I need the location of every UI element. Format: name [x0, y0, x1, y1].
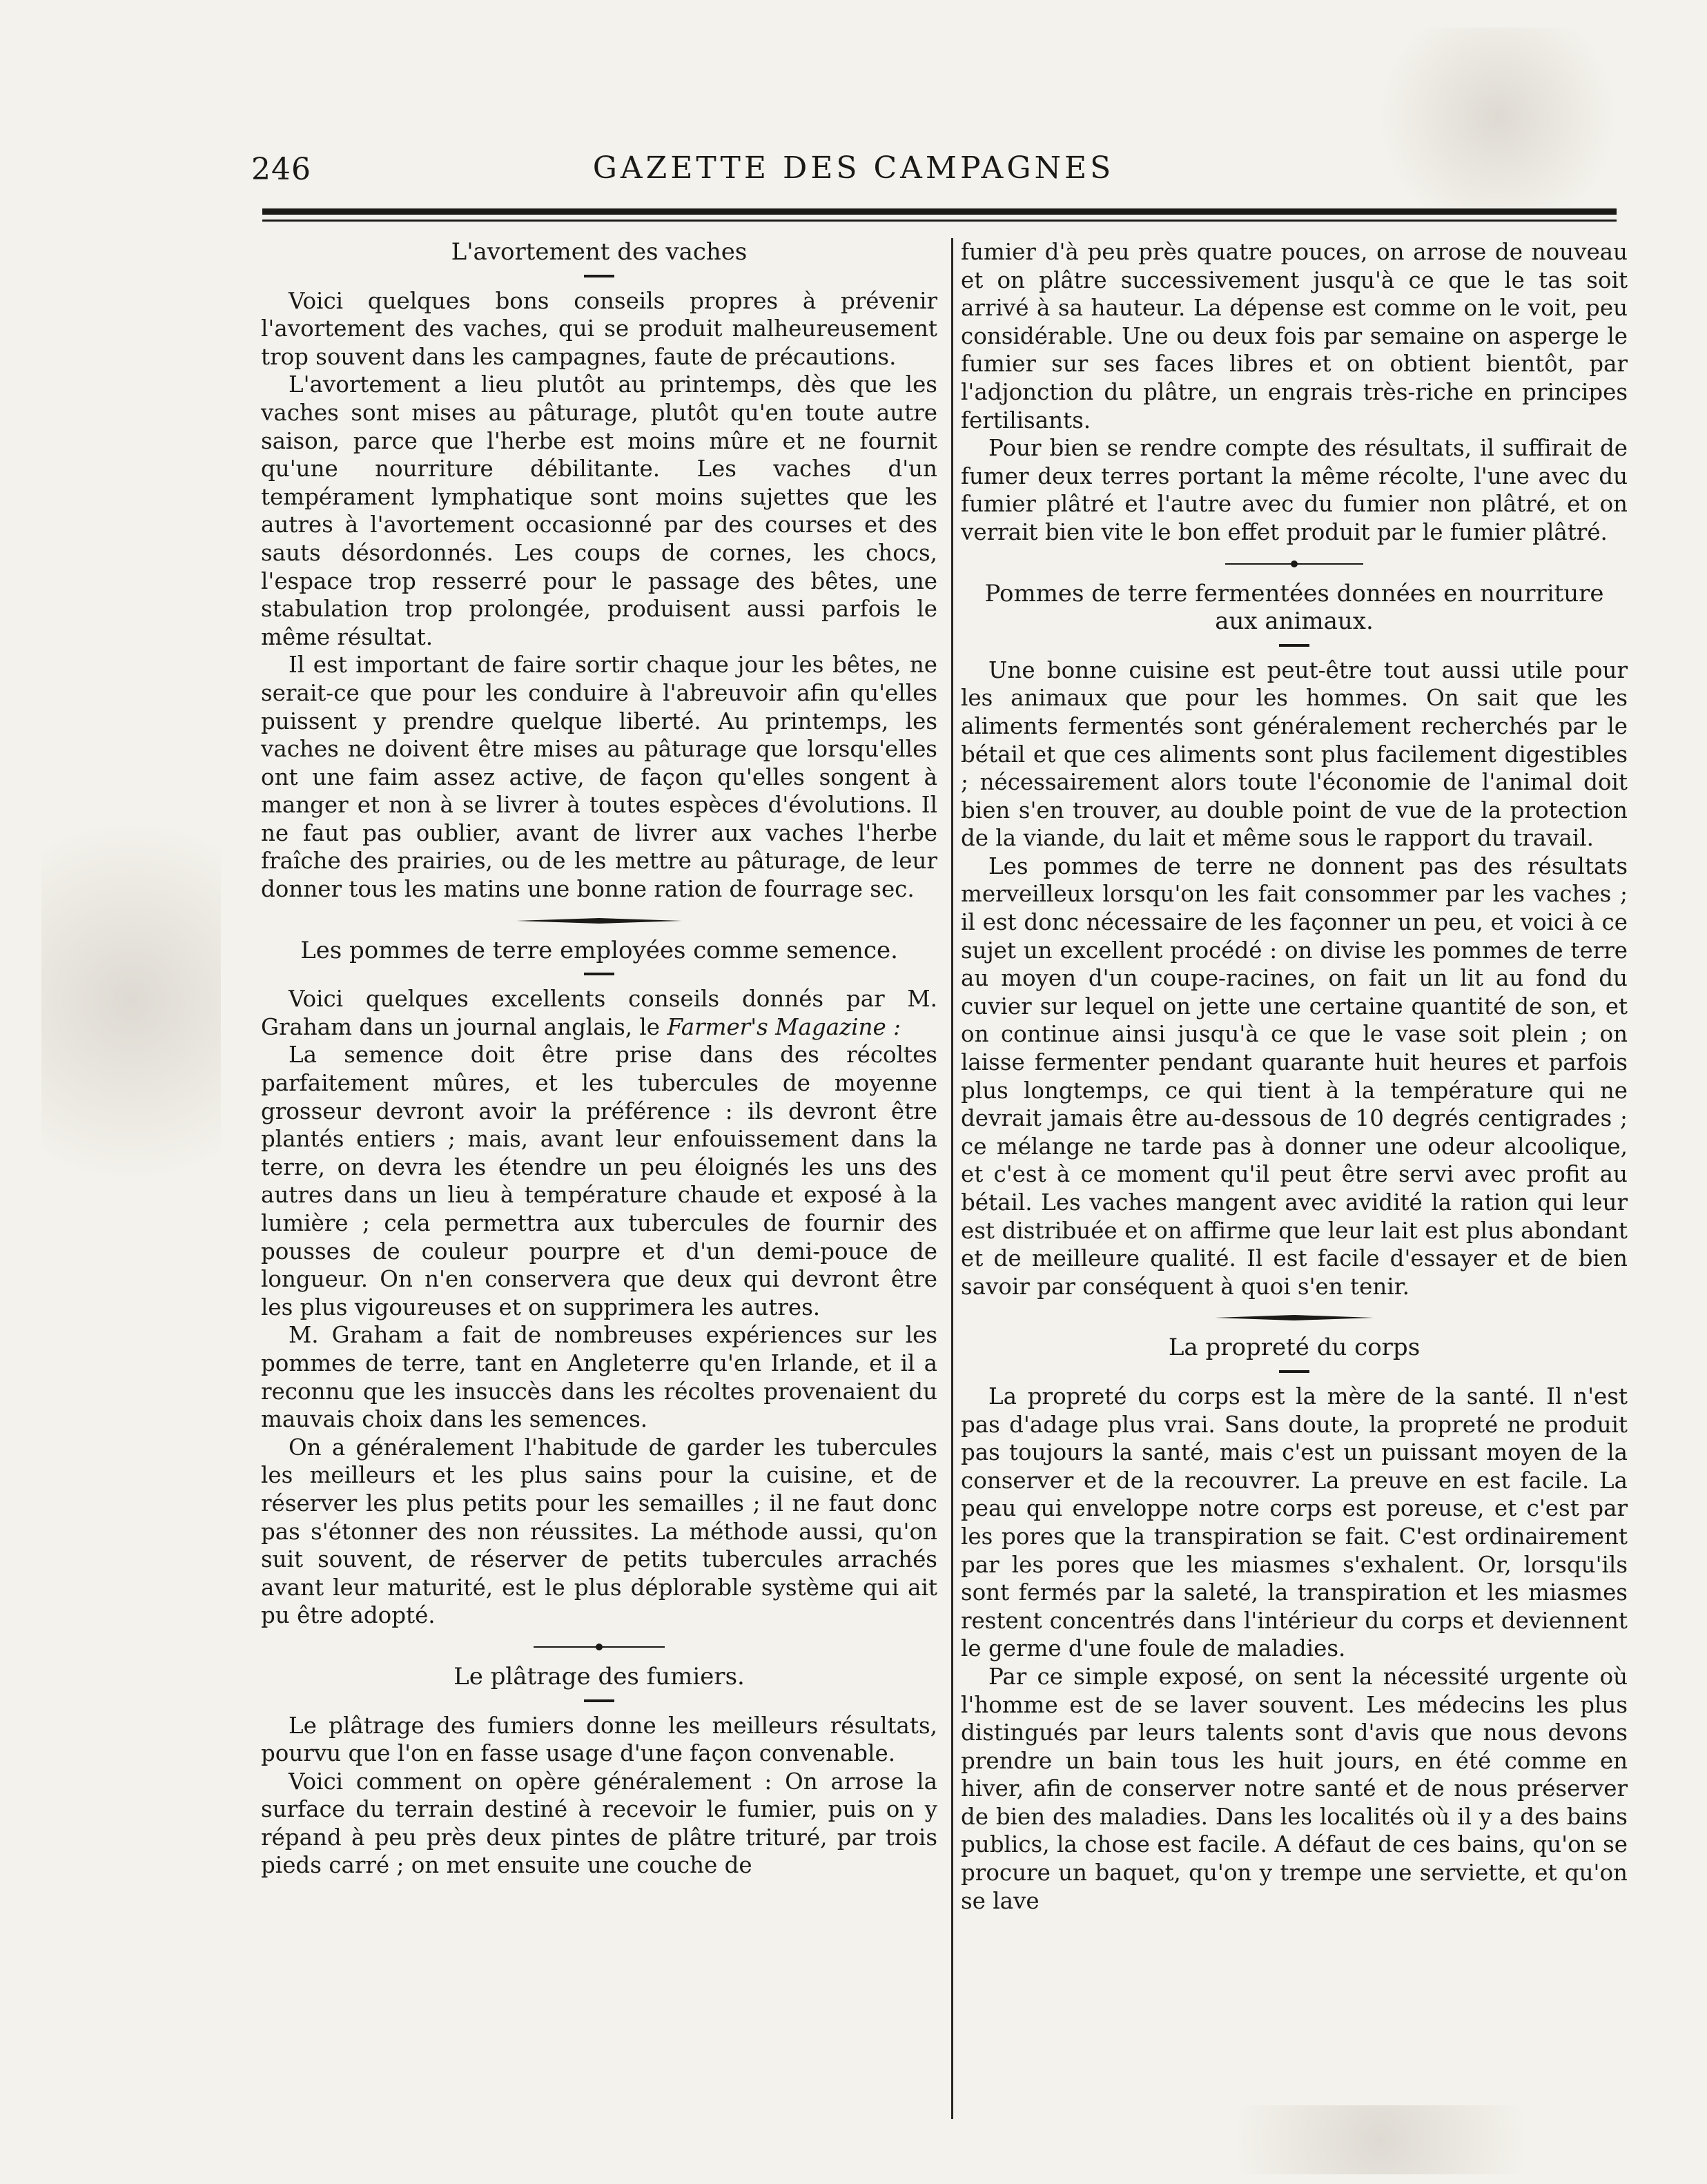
paragraph: Voici comment on opère généralement : On arrose la surface du terrain destiné à recevoir le fumier, puis on y répand à peu près deux pintes de plâtre trituré, par trois pieds carré ; on met ensuite une couche de: [261, 1768, 937, 1879]
title-line: Pommes de terre fermentées données en nourriture: [984, 579, 1604, 607]
paragraph: M. Graham a fait de nombreuses expériences sur les pommes de terre, tant en Angleterre qu'en Irlande, et il a reconnu que les insuccès dans les récoltes provenaient du mauvais choix dans les semences.: [261, 1322, 937, 1433]
paragraph: Pour bien se rendre compte des résultats, il suffirait de fumer deux terres portant la même récolte, l'une avec du fumier plâtré et l'autre avec du fumier non plâtré, et on verrait bien vite le bon effet produit par le fumier plâtré.: [961, 435, 1628, 545]
title-line: aux animaux.: [1215, 607, 1374, 636]
title-dash: [584, 1699, 614, 1702]
paragraph: [261, 985, 937, 1041]
paragraph: Il est important de faire sortir chaque jour les bêtes, ne serait-ce que pour les conduire à l'abreuvoir afin qu'elles puissent y prendre quelque liberté. Au printemps, les vaches ne doivent être mises au pâturage que lorsqu'elles ont une faim assez active, de façon qu'elles songent à manger et non à se livrer à toutes espèces d'évolutions. Il ne faut pas oublier, avant de livrer aux vaches l'herbe fraîche des prairies, ou de les mettre au pâturage, de leur donner tous les matins une bonne ration de fourrage sec.: [261, 652, 937, 903]
header-rule-thin: [262, 220, 1617, 222]
journal-title: GAZETTE DES CAMPAGNES: [592, 150, 1115, 186]
title-dash: [1279, 1370, 1309, 1373]
paragraph: La semence doit être prise dans des récoltes parfaitement mûres, et les tubercules de moyenne grosseur devront avoir la préférence : ils devront être plantés entiers ; mais, avant leur enfouissement dans la terre, on devra les étendre un peu éloignés les uns des autres dans un lieu à température chaude et exposé à la lumière ; cela permettra aux tubercules de fournir des pousses de couleur pourpre et d'un demi-pouce de longueur. On n'en conservera que deux qui devront être les plus vigoureuses et on supprimera les autres.: [261, 1042, 937, 1320]
paragraph: Par ce simple exposé, on sent la nécessité urgente où l'homme est de se laver souvent. Les médecins les plus distingués par leurs talents sont d'avis que nous devons prendre un bain tous les huit jours, en été comme en hiver, afin de conserver notre santé et de nous préserver de bien des maladies. Dans les localités où il y a des bains publics, la chose est facile. A défaut de ces bains, qu'on se procure un baquet, qu'on y trempe une serviette, et qu'on se lave: [961, 1663, 1628, 1914]
section-ornament: [534, 1642, 665, 1652]
article-title-platrage: Le plâtrage des fumiers.: [453, 1662, 745, 1690]
left-column: [261, 238, 937, 1880]
magazine-name: Farmer's Magazine :: [667, 1013, 901, 1040]
title-dash: [1279, 644, 1309, 647]
right-column: [961, 238, 1628, 1915]
section-ornament: [1215, 1313, 1374, 1323]
article-title-proprete: La propreté du corps: [1168, 1334, 1421, 1362]
paragraph: L'avortement a lieu plutôt au printemps, dès que les vaches sont mises au pâturage, plutôt qu'en toute autre saison, parce que l'herbe est moins mûre et ne fournit qu'une nourriture débilitante. Les vaches d'un tempérament lymphatique sont moins sujettes que les autres à l'avortement occasionné par des courses et des sauts désordonnés. Les coups de cornes, les chocs, l'espace trop resserré pour le passage des bêtes, une stabulation trop prolongée, produisent aussi parfois le même résultat.: [261, 371, 937, 650]
section-ornament: [1225, 559, 1363, 569]
paragraph: La propreté du corps est la mère de la santé. Il n'est pas d'adage plus vrai. Sans doute, la propreté ne produit pas toujours la santé, mais c'est un puissant moyen de la conserver et de la recouvrer. La preuve en est facile. La peau qui enveloppe notre corps est poreuse, et c'est par les pores que la transpiration se fait. C'est ordinairement par les pores que les miasmes s'exhalent. Or, lorsqu'ils sont fermés par la saleté, la transpiration et les miasmes restent concentrés dans l'intérieur du corps et deviennent le germe d'une foule de maladies.: [961, 1383, 1628, 1662]
header-rule-thick: [262, 208, 1617, 215]
title-dash: [584, 275, 614, 277]
paragraph: Voici quelques bons conseils propres à prévenir l'avortement des vaches, qui se produit malheureusement trop souvent dans les campagnes, faute de précautions.: [261, 287, 937, 370]
title-dash: [584, 973, 614, 975]
paragraph-text: Voici quelques excellents conseils donnés par M. Graham dans un journal anglais, le: [261, 986, 937, 1040]
page-number: 246: [251, 152, 311, 187]
column-divider: [951, 238, 953, 2119]
article-title-pommes-fermentees: [961, 580, 1628, 636]
section-ornament: [516, 916, 682, 926]
paragraph: Le plâtrage des fumiers donne les meilleurs résultats, pourvu que l'on en fasse usage d'une façon convenable.: [261, 1712, 937, 1767]
paragraph: On a généralement l'habitude de garder les tubercules les meilleurs et les plus sains pour la cuisine, et de réserver les plus petits pour les semailles ; il ne faut donc pas s'étonner des non réussites. La méthode aussi, qu'on suit souvent, de réserver de petits tubercules arrachés avant leur maturité, est le plus déplorable système qui ait pu être adopté.: [261, 1434, 937, 1629]
article-title-avortement: L'avortement des vaches: [451, 238, 748, 266]
paragraph: fumier d'à peu près quatre pouces, on arrose de nouveau et on plâtre successivement jusqu'à ce que le tas soit arrivé à sa hauteur. La dépense est comme on le voit, peu considérable. Une ou deux fois par semaine on asperge le fumier sur ses faces libres et on obtient bientôt, par l'adjonction du plâtre, un engrais très-riche en principes fertilisants.: [961, 239, 1628, 433]
paragraph: Une bonne cuisine est peut-être tout aussi utile pour les animaux que pour les hommes. On sait que les aliments fermentés sont généralement recherchés par le bétail et que ces aliments sont plus facilement digestibles ; nécessairement alors toute l'économie de l'animal doit bien s'en trouver, au double point de vue de la protection de la viande, du lait et même sous le rapport du travail.: [961, 656, 1628, 852]
paragraph: Les pommes de terre ne donnent pas des résultats merveilleux lorsqu'on les fait consommer par les vaches ; il est donc nécessaire de les façonner un peu, et voici à ce sujet un excellent procédé : on divise les pommes de terre au moyen d'un coupe-racines, on fait un lit au fond du cuvier sur lequel on jette une certaine quantité de son, et on continue ainsi jusqu'à ce que le vase soit plein ; on laisse fermenter pendant quarante huit heures et parfois plus longtemps, ce qui tient à la température qui ne devrait jamais être au-dessous de 10 degrés centigrades ; ce mélange ne tarde pas à donner une odeur alcoolique, et c'est à ce moment qu'il peut être servi avec profit au bétail. Les vaches mangent avec avidité la ration qui leur est distribuée et on affirme que leur lait est plus abondant et de meilleure qualité. Il est facile d'essayer et de bien savoir par conséquent à quoi s'en tenir.: [961, 852, 1628, 1300]
article-title-pommes-semence: Les pommes de terre employées comme semence.: [300, 936, 898, 964]
